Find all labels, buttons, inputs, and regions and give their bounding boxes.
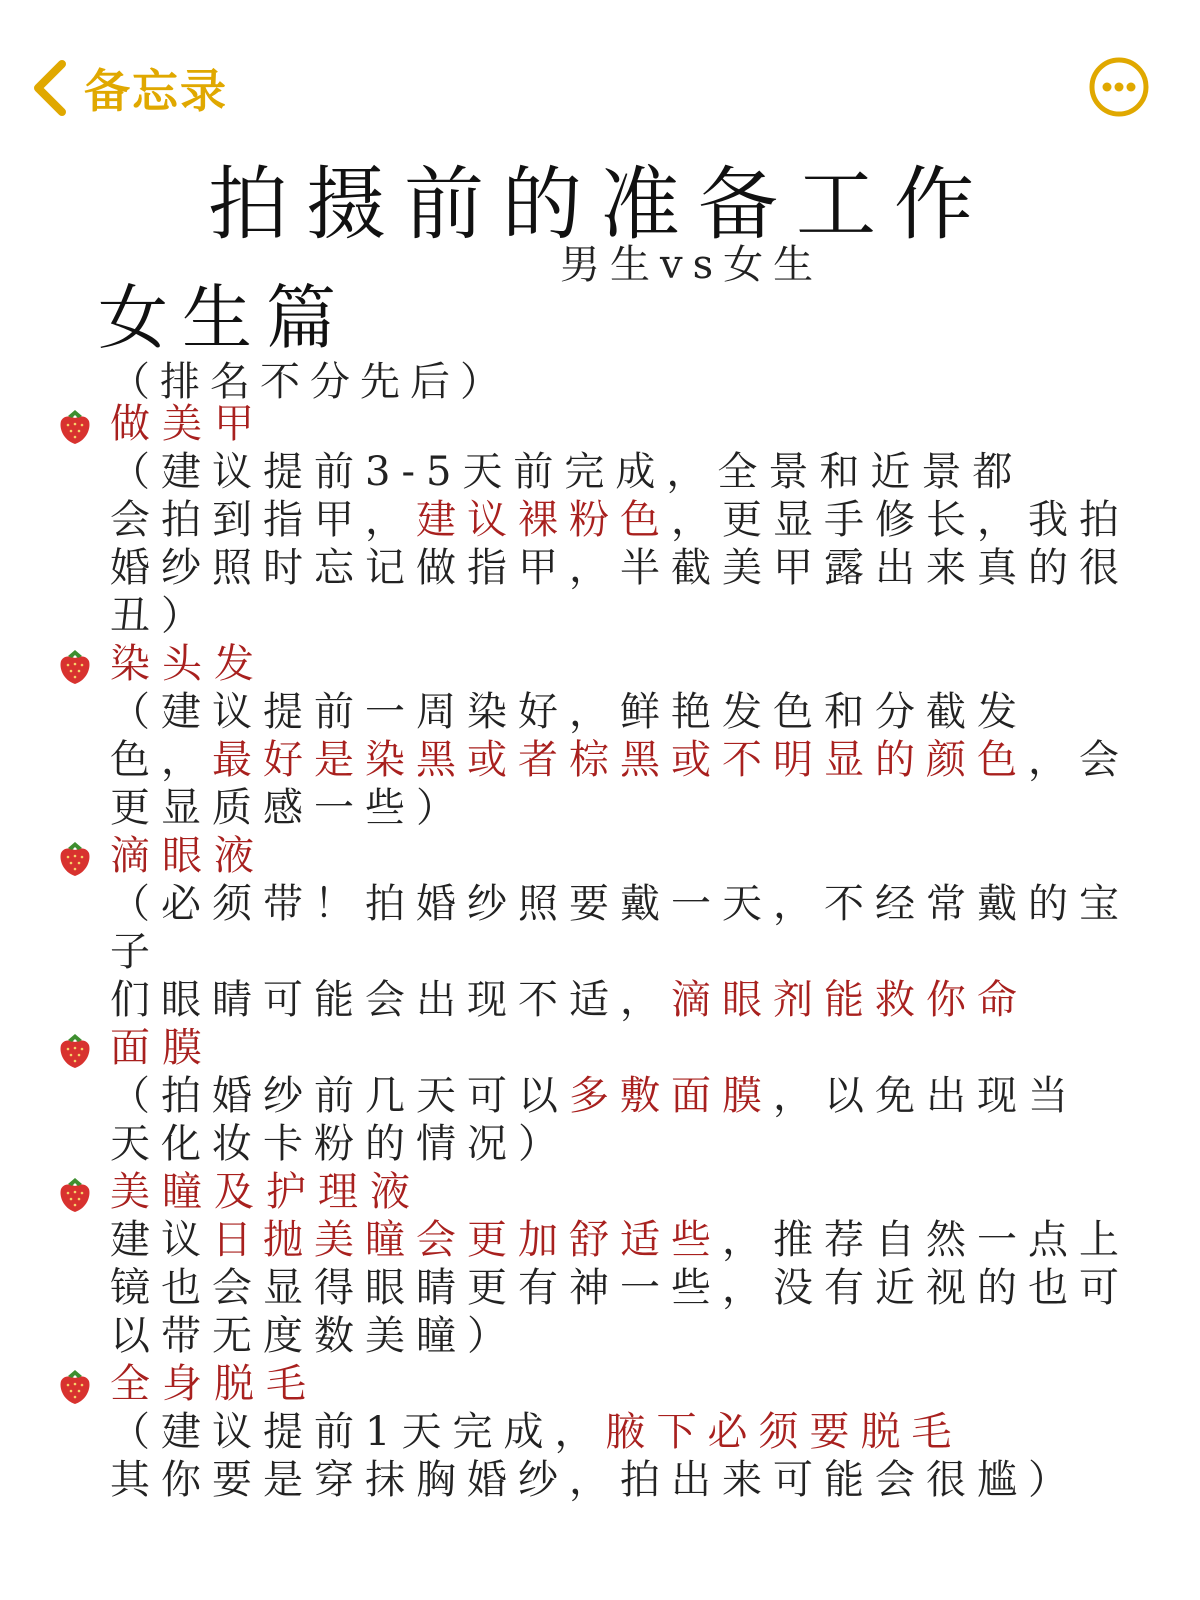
body-text: 其你要是穿抹胸婚纱，拍出来可能会很尴）	[110, 1457, 1079, 1503]
note-item	[0, 640, 1200, 832]
body-text: 会拍到指甲，	[110, 497, 416, 543]
ranking-note: （排名不分先后）	[110, 359, 510, 405]
more-button[interactable]	[1088, 56, 1150, 118]
body-text: （拍婚纱前几天可以	[110, 1073, 569, 1119]
item-title-row	[0, 832, 1200, 880]
strawberry-icon	[56, 406, 94, 446]
item-title: 滴眼液	[110, 833, 266, 879]
item-body-line	[110, 880, 1160, 976]
chevron-left-icon	[30, 58, 70, 118]
highlighted-text: 滴眼剂能救你命	[671, 977, 1028, 1023]
item-title: 全身脱毛	[110, 1361, 318, 1407]
item-title-row	[0, 1024, 1200, 1072]
note-item	[0, 400, 1200, 640]
item-body-line	[110, 736, 1160, 784]
strawberry-icon	[56, 646, 94, 686]
page-title: 拍摄前的准备工作	[208, 158, 992, 251]
note-item	[0, 1024, 1200, 1168]
item-body-line	[110, 784, 1160, 832]
item-body-line	[110, 1264, 1160, 1312]
note-item	[0, 1360, 1200, 1504]
item-title: 做美甲	[110, 401, 266, 447]
item-body-line	[110, 544, 1160, 592]
item-title-row	[0, 640, 1200, 688]
body-text: 镜也会显得眼睛更有神一些，没有近视的也可	[110, 1265, 1130, 1311]
item-body	[110, 1216, 1160, 1360]
item-body-line	[110, 496, 1160, 544]
item-title-row	[0, 400, 1200, 448]
body-text: ，以免出现当	[773, 1073, 1079, 1119]
body-text: 丑）	[110, 593, 212, 639]
item-body	[110, 1072, 1160, 1168]
body-text: （建议提前3-5天前完成，全景和近景都	[110, 449, 1024, 495]
strawberry-icon	[56, 1030, 94, 1070]
body-text: 们眼睛可能会出现不适，	[110, 977, 671, 1023]
item-title-row	[0, 1168, 1200, 1216]
highlighted-text: 日抛美瞳会更加舒适些	[212, 1217, 722, 1263]
section-heading: 女生篇	[98, 277, 350, 359]
body-text: 婚纱照时忘记做指甲，半截美甲露出来真的很	[110, 545, 1130, 591]
body-text: ，推荐自然一点上	[722, 1217, 1130, 1263]
highlighted-text: 最好是染黑或者棕黑或不明显的颜色	[212, 737, 1028, 783]
item-body-line	[110, 1408, 1160, 1456]
strawberry-icon	[56, 838, 94, 878]
body-text: 以带无度数美瞳）	[110, 1313, 518, 1359]
nav-bar	[0, 0, 1200, 130]
note-item	[0, 1168, 1200, 1360]
item-body-line	[110, 976, 1160, 1024]
body-text: 色，	[110, 737, 212, 783]
item-body	[110, 1408, 1160, 1504]
highlighted-text: 建议裸粉色	[416, 497, 671, 543]
highlighted-text: 多敷面膜	[569, 1073, 773, 1119]
body-text: （建议提前一周染好，鲜艳发色和分截发	[110, 689, 1028, 735]
item-title: 染头发	[110, 641, 266, 687]
item-body-line	[110, 1456, 1160, 1504]
strawberry-icon	[56, 1366, 94, 1406]
item-body-line	[110, 1216, 1160, 1264]
item-body	[110, 688, 1160, 832]
body-text: 更显质感一些）	[110, 785, 467, 831]
item-body-line	[110, 688, 1160, 736]
subtitle: 男生vs女生	[560, 242, 824, 288]
item-body	[110, 880, 1160, 1024]
back-label: 备忘录	[84, 64, 228, 118]
body-text: 建议	[110, 1217, 212, 1263]
item-title: 美瞳及护理液	[110, 1169, 422, 1215]
item-body-line	[110, 592, 1160, 640]
item-body-line	[110, 448, 1160, 496]
item-title-row	[0, 1360, 1200, 1408]
body-text: ，会	[1028, 737, 1130, 783]
item-body-line	[110, 1312, 1160, 1360]
item-body-line	[110, 1120, 1160, 1168]
item-body-line	[110, 1072, 1160, 1120]
back-button[interactable]	[30, 55, 228, 121]
body-text: 天化妆卡粉的情况）	[110, 1121, 569, 1167]
body-text: （建议提前1天完成，	[110, 1409, 606, 1455]
ellipsis-circle-icon	[1088, 56, 1150, 118]
note-item	[0, 832, 1200, 1024]
item-title: 面膜	[110, 1025, 214, 1071]
body-text: （必须带！拍婚纱照要戴一天，不经常戴的宝子	[110, 881, 1130, 975]
highlighted-text: 腋下必须要脱毛	[605, 1409, 963, 1455]
body-text: ，更显手修长，我拍	[671, 497, 1130, 543]
strawberry-icon	[56, 1174, 94, 1214]
item-body	[110, 448, 1160, 640]
note-items	[0, 400, 1200, 1504]
